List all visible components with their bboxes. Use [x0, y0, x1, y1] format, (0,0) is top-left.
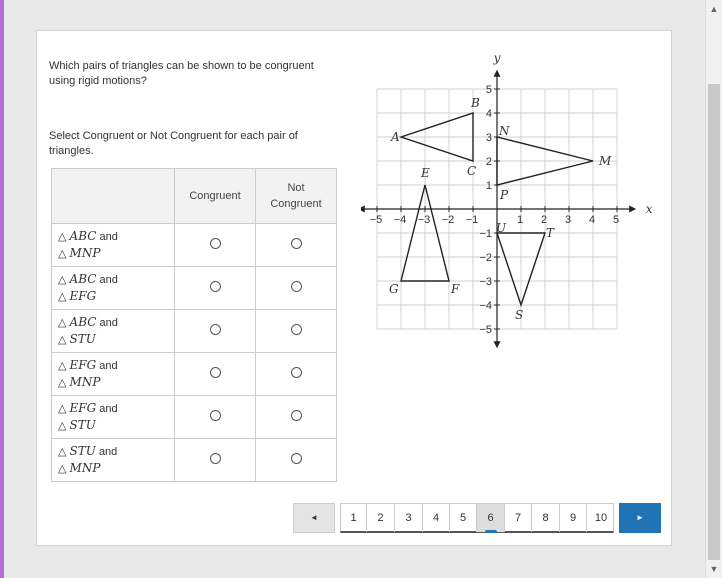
point-label-s: S [515, 308, 524, 322]
triangle-symbol: △ [58, 420, 67, 432]
pair-label [52, 267, 175, 310]
header-not-congruent [256, 169, 337, 224]
pair-label [52, 353, 175, 396]
pair-line-2 [58, 374, 174, 391]
table-row [52, 224, 337, 267]
not-congruent-cell [256, 396, 337, 439]
pair-line-2 [58, 460, 174, 477]
triangle-name: MNP [69, 461, 101, 475]
triangle-symbol: △ [58, 334, 67, 346]
page-1[interactable]: 1 [341, 504, 367, 532]
not-congruent-radio[interactable] [291, 453, 302, 464]
congruent-radio[interactable] [210, 238, 221, 249]
and-word: and [99, 360, 118, 372]
y-tick-label: −5 [479, 324, 492, 336]
triangle-symbol: △ [58, 377, 67, 389]
page-list [340, 503, 614, 533]
x-tick-label: 4 [588, 214, 596, 226]
triangle-symbol: △ [58, 248, 67, 260]
point-label-u: U [496, 221, 507, 235]
triangle-name: EFG [69, 289, 97, 303]
triangle-name: STU [69, 332, 96, 346]
page-7[interactable]: 7 [505, 504, 532, 532]
y-tick-label: 2 [485, 156, 492, 168]
congruent-radio[interactable] [210, 453, 221, 464]
table-row [52, 310, 337, 353]
congruent-cell [175, 353, 256, 396]
x-axis-label: x [645, 202, 653, 216]
congruent-radio[interactable] [210, 281, 221, 292]
x-tick-label: −3 [417, 214, 431, 226]
page-5[interactable]: 5 [450, 504, 477, 532]
scroll-up-icon[interactable]: ▲ [709, 4, 719, 14]
point-label-b: B [471, 96, 480, 110]
prev-arrow-icon: ◄ [310, 513, 318, 522]
instruction-text: Select Congruent or Not Congruent for each pair of triangles. [49, 130, 298, 157]
y-axis-arrow-down [494, 341, 501, 348]
congruent-cell [175, 439, 256, 482]
point-label-p: P [500, 188, 509, 202]
x-tick-label: −4 [393, 214, 407, 226]
page-2[interactable]: 2 [367, 504, 395, 532]
x-tick-label: 1 [516, 214, 524, 226]
point-label-g: G [389, 282, 399, 296]
pair-line-1 [58, 400, 174, 417]
point-label-m: M [599, 154, 612, 168]
header-blank [52, 169, 175, 224]
not-congruent-radio[interactable] [291, 281, 302, 292]
and-word: and [99, 231, 118, 243]
scroll-thumb[interactable] [708, 84, 720, 560]
point-label-a: A [391, 130, 400, 144]
and-word: and [99, 403, 118, 415]
not-congruent-radio[interactable] [291, 410, 302, 421]
pair-label [52, 224, 175, 267]
triangle-name: ABC [69, 315, 97, 329]
x-tick-label: 2 [540, 214, 548, 226]
page-8[interactable]: 8 [532, 504, 560, 532]
triangle-name: STU [69, 418, 96, 432]
next-arrow-icon: ► [636, 513, 644, 522]
triangle-name: EFG [69, 358, 97, 372]
y-tick-label: 5 [485, 84, 492, 96]
point-label-e: E [421, 166, 430, 180]
x-tick-label: −5 [369, 214, 383, 226]
pair-label [52, 439, 175, 482]
y-axis-arrow-up [494, 70, 501, 77]
pair-line-1 [58, 357, 174, 374]
congruent-radio[interactable] [210, 410, 221, 421]
congruent-cell [175, 224, 256, 267]
page-9[interactable]: 9 [560, 504, 587, 532]
pair-line-2 [58, 417, 174, 434]
page-6[interactable]: 6 [477, 504, 505, 532]
header-congruent: Congruent [175, 169, 256, 224]
y-tick-label: 1 [485, 180, 492, 192]
and-word: and [98, 446, 118, 458]
y-tick-label: 3 [485, 132, 492, 144]
triangle-symbol: △ [58, 231, 67, 243]
scroll-down-icon[interactable]: ▼ [709, 564, 719, 574]
triangle-symbol: △ [58, 463, 67, 475]
triangle-symbol: △ [58, 403, 67, 415]
answer-table [51, 168, 337, 482]
congruent-radio[interactable] [210, 367, 221, 378]
triangle-symbol: △ [58, 291, 67, 303]
and-word: and [99, 317, 118, 329]
not-congruent-cell [256, 267, 337, 310]
triangle-name: MNP [69, 375, 101, 389]
pair-line-2 [58, 245, 174, 262]
point-label-n: N [499, 124, 510, 138]
not-congruent-cell [256, 310, 337, 353]
triangle-symbol: △ [58, 446, 67, 458]
current-page-indicator [485, 530, 497, 533]
pair-label [52, 310, 175, 353]
left-accent-bar [0, 0, 4, 578]
y-tick-label: −2 [479, 252, 492, 264]
triangle-symbol: △ [58, 360, 67, 372]
congruent-cell [175, 267, 256, 310]
triangle-name: ABC [69, 272, 97, 286]
coordinate-graph [361, 53, 661, 353]
next-page-button[interactable] [619, 503, 661, 533]
and-word: and [99, 274, 118, 286]
point-label-c: C [467, 164, 477, 178]
not-congruent-radio[interactable] [291, 367, 302, 378]
table-row [52, 439, 337, 482]
pair-line-1 [58, 314, 174, 331]
x-axis-arrow-right [629, 206, 636, 213]
not-congruent-cell [256, 353, 337, 396]
page-3[interactable]: 3 [395, 504, 423, 532]
triangle-symbol: △ [58, 274, 67, 286]
x-tick-label: −2 [441, 214, 455, 226]
x-tick-label: 5 [612, 214, 620, 226]
congruent-cell [175, 310, 256, 353]
pair-line-1 [58, 228, 174, 245]
page-10[interactable]: 10 [594, 512, 608, 524]
not-congruent-cell [256, 224, 337, 267]
not-congruent-cell [256, 439, 337, 482]
triangle-name: STU [69, 444, 96, 458]
triangle-name: MNP [69, 246, 101, 260]
y-tick-label: −3 [479, 276, 492, 288]
pair-line-2 [58, 288, 174, 305]
prev-page-button[interactable] [293, 503, 335, 533]
pair-line-1 [58, 443, 174, 460]
triangle-name: ABC [69, 229, 97, 243]
congruent-cell [175, 396, 256, 439]
question-text: Which pairs of triangles can be shown to be congruent using rigid motions? [49, 60, 314, 87]
question-card [36, 30, 672, 546]
point-label-f: F [451, 282, 460, 296]
pair-label [52, 396, 175, 439]
pair-line-1 [58, 271, 174, 288]
page-4[interactable]: 4 [423, 504, 450, 532]
y-axis-label: y [493, 53, 501, 66]
header-not-congruent-label: Not Congruent [270, 182, 322, 210]
not-congruent-radio[interactable] [291, 238, 302, 249]
y-tick-label: −4 [479, 300, 492, 312]
congruent-radio[interactable] [210, 324, 221, 335]
x-tick-label: −1 [465, 214, 479, 226]
triangle-name: EFG [69, 401, 97, 415]
table-row [52, 396, 337, 439]
x-axis-arrow-left [361, 206, 365, 213]
x-tick-label: 3 [564, 214, 572, 226]
triangle-symbol: △ [58, 317, 67, 329]
pair-line-2 [58, 331, 174, 348]
not-congruent-radio[interactable] [291, 324, 302, 335]
table-row [52, 267, 337, 310]
y-tick-label: 4 [485, 108, 492, 120]
vertical-scrollbar[interactable] [705, 0, 722, 578]
point-label-t: T [546, 226, 555, 240]
table-row [52, 353, 337, 396]
y-tick-label: −1 [479, 228, 492, 240]
